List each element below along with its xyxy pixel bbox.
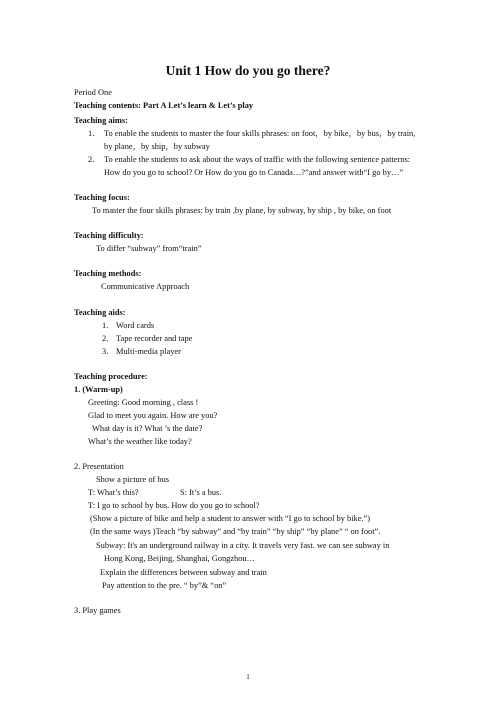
presentation-line: S: It’s a bus.	[180, 488, 222, 497]
presentation-line: Pay attention to the pre. “ by”& “on”	[102, 581, 227, 590]
warmup-heading: 1. (Warm-up)	[74, 385, 123, 394]
aids-item-number: 3.	[102, 347, 109, 356]
presentation-line: (Show a picture of bike and help a student to answer with “I go to school by bike.”)	[90, 514, 371, 523]
presentation-line: T: What’s this?	[88, 488, 139, 497]
aims-item-text: To enable the students to master the four skills phrases: on foot，by bike，by bus，by train,	[104, 129, 416, 138]
difficulty-heading: Teaching difficulty:	[74, 231, 144, 240]
warmup-line: What day is it? What ’s the date?	[92, 424, 203, 433]
aids-item-text: Multi-media player	[116, 347, 181, 356]
aids-item-text: Word cards	[116, 321, 155, 330]
aims-item-number: 2．	[88, 155, 101, 164]
aims-item-number: 1．	[88, 129, 101, 138]
presentation-line: Subway: It's an underground railway in a city. It travels very fast. we can see subway in	[96, 541, 390, 550]
procedure-heading: Teaching procedure:	[74, 372, 148, 381]
aims-item-text: To enable the students to ask about the ways of traffic with the following sentence patterns:	[104, 155, 411, 164]
warmup-line: Greeting: Good morning , class !	[88, 398, 199, 407]
warmup-line: What’s the weather like today?	[88, 437, 192, 446]
aids-item-number: 1.	[102, 321, 109, 330]
aids-item-number: 2.	[102, 334, 109, 343]
document-title: Unit 1 How do you go there?	[165, 63, 331, 78]
focus-heading: Teaching focus:	[74, 193, 130, 202]
games-heading: 3. Play games	[74, 606, 121, 615]
page-number: 1	[246, 673, 250, 681]
presentation-line: Show a picture of bus	[96, 475, 170, 484]
presentation-line: Hong Kong, Beijing, Shanghai, Gongzhou…	[104, 554, 255, 563]
methods-heading: Teaching methods:	[74, 269, 142, 278]
aids-item-text: Tape recorder and tape	[116, 334, 193, 343]
aims-heading: Teaching aims:	[74, 116, 128, 125]
focus-text: To master the four skills phrases: by train ,by plane, by subway, by ship , by bike, on foot	[92, 206, 392, 215]
teaching-contents: Teaching contents: Part A Let’s learn & Let’s play	[74, 101, 254, 110]
warmup-line: Glad to meet you again. How are you?	[88, 411, 218, 420]
aids-heading: Teaching aids:	[74, 308, 126, 317]
aims-item-text-cont: How do you go to school? Or How do you go to Canada…?”and answer with“I go by…”	[104, 168, 404, 177]
presentation-line: T: I go to school by bus. How do you go to school?	[88, 501, 260, 510]
methods-text: Communicative Approach	[101, 282, 190, 291]
presentation-line: Explain the differences between subway and train	[100, 568, 267, 577]
period-label: Period One	[74, 88, 112, 97]
presentation-heading: 2. Presentation	[74, 462, 124, 471]
difficulty-text: To differ “subway” from“train”	[96, 244, 202, 253]
presentation-line: (In the same ways )Teach “by subway” and “by train” “by ship” “by plane” “ on foot”.	[90, 527, 381, 536]
aims-item-text-cont: by plane，by ship，by subway	[104, 142, 210, 151]
